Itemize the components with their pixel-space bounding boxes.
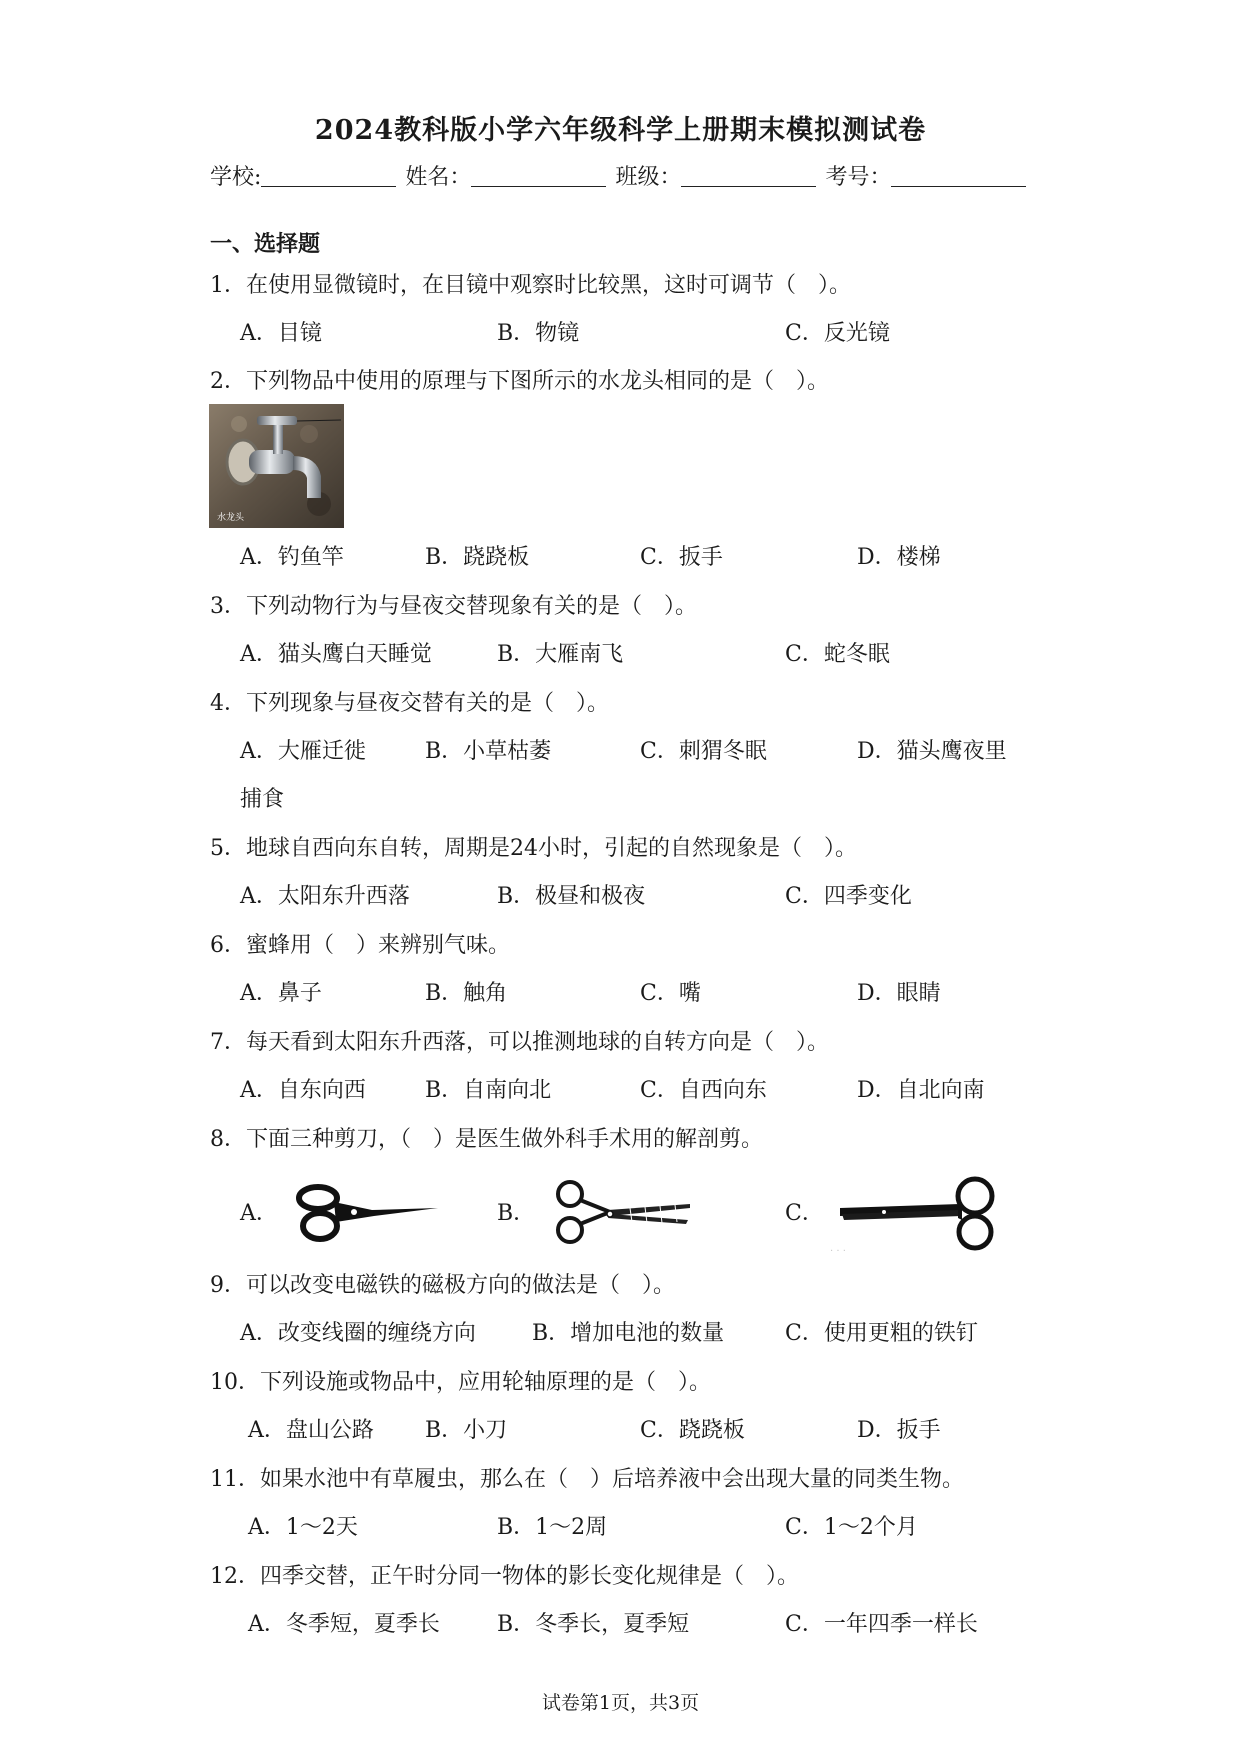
q7-option-d: D．自北向南 bbox=[857, 1078, 985, 1103]
q5-option-a: A．太阳东升西落 bbox=[240, 884, 410, 909]
faucet-image bbox=[209, 404, 344, 528]
q10-option-c: C．跷跷板 bbox=[640, 1418, 745, 1443]
q10-option-a: A．盘山公路 bbox=[248, 1418, 374, 1443]
q11-option-b: B．1～2周 bbox=[497, 1515, 608, 1540]
exam-title: 2024教科版小学六年级科学上册期末模拟测试卷 bbox=[314, 115, 927, 146]
q1-option-c: C．反光镜 bbox=[785, 321, 890, 346]
q4-option-a: A．大雁迁徙 bbox=[240, 739, 366, 764]
scissors-b-image bbox=[540, 1176, 700, 1254]
q6-option-a: A．鼻子 bbox=[240, 981, 322, 1006]
section-heading: 一、选择题 bbox=[210, 231, 321, 257]
q11-option-c: C．1～2个月 bbox=[785, 1515, 918, 1540]
name-label: 姓名： bbox=[405, 165, 472, 190]
q3-option-b: B．大雁南飞 bbox=[497, 642, 624, 667]
question-11: 11．如果水池中有草履虫，那么在（ ）后培养液中会出现大量的同类生物。 bbox=[210, 1467, 964, 1492]
q7-option-b: B．自南向北 bbox=[425, 1078, 552, 1103]
q3-option-c: C．蛇冬眠 bbox=[785, 642, 890, 667]
q10-option-b: B．小刀 bbox=[425, 1418, 508, 1443]
q2-option-b: B．跷跷板 bbox=[425, 545, 530, 570]
q4-option-d-continuation: 捕食 bbox=[240, 787, 285, 812]
q5-option-c: C．四季变化 bbox=[785, 884, 912, 909]
page-footer: 试卷第1页，共3页 bbox=[541, 1692, 700, 1714]
q7-option-c: C．自西向东 bbox=[640, 1078, 767, 1103]
q8-option-c: C． bbox=[785, 1201, 824, 1226]
q7-option-a: A．自东向西 bbox=[240, 1078, 366, 1103]
q12-option-b: B．冬季长，夏季短 bbox=[497, 1612, 690, 1637]
q9-option-c: C．使用更粗的铁钉 bbox=[785, 1321, 978, 1346]
q4-option-c: C．刺猬冬眠 bbox=[640, 739, 767, 764]
school-label: 学校: bbox=[210, 165, 262, 190]
q8-option-a: A． bbox=[240, 1201, 278, 1226]
q12-option-c: C．一年四季一样长 bbox=[785, 1612, 978, 1637]
student-info-row bbox=[210, 160, 1028, 191]
question-3: 3．下列动物行为与昼夜交替现象有关的是（ ）。 bbox=[210, 594, 697, 619]
question-4: 4．下列现象与昼夜交替有关的是（ ）。 bbox=[210, 691, 609, 716]
scissors-a-image bbox=[292, 1180, 442, 1250]
q9-option-b: B．增加电池的数量 bbox=[532, 1321, 725, 1346]
number-blank[interactable] bbox=[891, 166, 1026, 187]
q9-option-a: A．改变线圈的缠绕方向 bbox=[240, 1321, 476, 1346]
q3-option-a: A．猫头鹰白天睡觉 bbox=[240, 642, 432, 667]
q11-option-a: A．1～2天 bbox=[248, 1515, 358, 1540]
scissors-c-image bbox=[820, 1170, 1010, 1264]
q1-option-a: A．目镜 bbox=[240, 321, 322, 346]
q4-option-b: B．小草枯萎 bbox=[425, 739, 552, 764]
question-9: 9．可以改变电磁铁的磁极方向的做法是（ ）。 bbox=[210, 1273, 675, 1298]
question-5: 5．地球自西向东自转，周期是24小时，引起的自然现象是（ ）。 bbox=[210, 836, 857, 861]
q4-option-d: D．猫头鹰夜里 bbox=[857, 739, 1007, 764]
q2-option-c: C．扳手 bbox=[640, 545, 723, 570]
question-8: 8．下面三种剪刀，（ ）是医生做外科手术用的解剖剪。 bbox=[210, 1127, 763, 1152]
q10-option-d: D．扳手 bbox=[857, 1418, 941, 1443]
question-1: 1．在使用显微镜时，在目镜中观察时比较黑，这时可调节（ ）。 bbox=[210, 273, 851, 298]
q2-option-a: A．钓鱼竿 bbox=[240, 545, 344, 570]
class-blank[interactable] bbox=[681, 166, 816, 187]
question-2: 2．下列物品中使用的原理与下图所示的水龙头相同的是（ ）。 bbox=[210, 369, 829, 394]
question-7: 7．每天看到太阳东升西落，可以推测地球的自转方向是（ ）。 bbox=[210, 1030, 829, 1055]
faucet-caption: 水龙头 bbox=[217, 513, 245, 523]
q1-option-b: B．物镜 bbox=[497, 321, 580, 346]
question-10: 10．下列设施或物品中，应用轮轴原理的是（ ）。 bbox=[210, 1370, 711, 1395]
q12-option-a: A．冬季短，夏季长 bbox=[248, 1612, 440, 1637]
q6-option-d: D．眼睛 bbox=[857, 981, 941, 1006]
svg-text:· · ·: · · · bbox=[830, 1246, 846, 1257]
q5-option-b: B．极昼和极夜 bbox=[497, 884, 646, 909]
q8-option-b: B． bbox=[497, 1201, 536, 1226]
school-blank[interactable] bbox=[261, 166, 396, 187]
name-blank[interactable] bbox=[471, 166, 606, 187]
q6-option-b: B．触角 bbox=[425, 981, 508, 1006]
q2-option-d: D．楼梯 bbox=[857, 545, 941, 570]
class-label: 班级： bbox=[615, 165, 682, 190]
number-label: 考号： bbox=[825, 165, 892, 190]
question-6: 6．蜜蜂用（ ）来辨别气味。 bbox=[210, 933, 510, 958]
q6-option-c: C．嘴 bbox=[640, 981, 701, 1006]
question-12: 12．四季交替，正午时分同一物体的影长变化规律是（ ）。 bbox=[210, 1564, 799, 1589]
